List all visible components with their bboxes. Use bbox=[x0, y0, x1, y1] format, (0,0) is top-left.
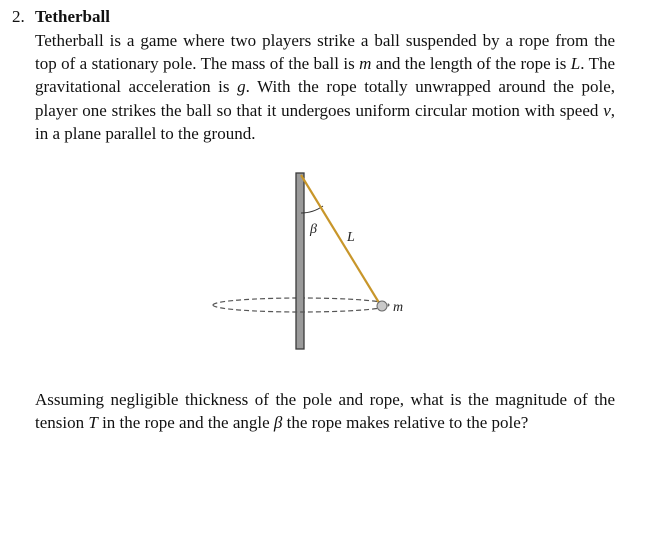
angle-label: β bbox=[310, 222, 317, 237]
mass-label: m bbox=[393, 300, 404, 315]
rope bbox=[301, 175, 381, 306]
tetherball-figure bbox=[205, 165, 445, 360]
math-symbol: v bbox=[603, 100, 611, 120]
problem-number: 2. bbox=[12, 7, 25, 26]
problem-title: Tetherball bbox=[35, 7, 110, 26]
ball bbox=[377, 301, 387, 311]
problem-statement: Tetherball is a game where two players strike a ball suspended by a rope from the top of a stationary pole. The mass of the ball is m and the length of the rope is L. The gravitational acceleration is g. With the rope totally unwrapped around the pole, player one strikes the ball so that it undergoes uniform circular motion with speed v, in a plane parallel to the ground. bbox=[35, 31, 616, 143]
problem-question: Assuming negligible thickness of the pole and rope, what is the magnitude of the tension T in the rope and the angle β the rope makes relative to the pole? bbox=[35, 390, 615, 433]
math-symbol: g bbox=[237, 77, 246, 97]
math-symbol: m bbox=[359, 54, 372, 74]
pole bbox=[296, 173, 304, 349]
math-symbol: T bbox=[88, 413, 98, 433]
tetherball-diagram bbox=[205, 165, 445, 360]
rope-length-label: L bbox=[347, 230, 355, 245]
math-symbol: β bbox=[273, 413, 283, 433]
math-symbol: L bbox=[570, 54, 581, 74]
